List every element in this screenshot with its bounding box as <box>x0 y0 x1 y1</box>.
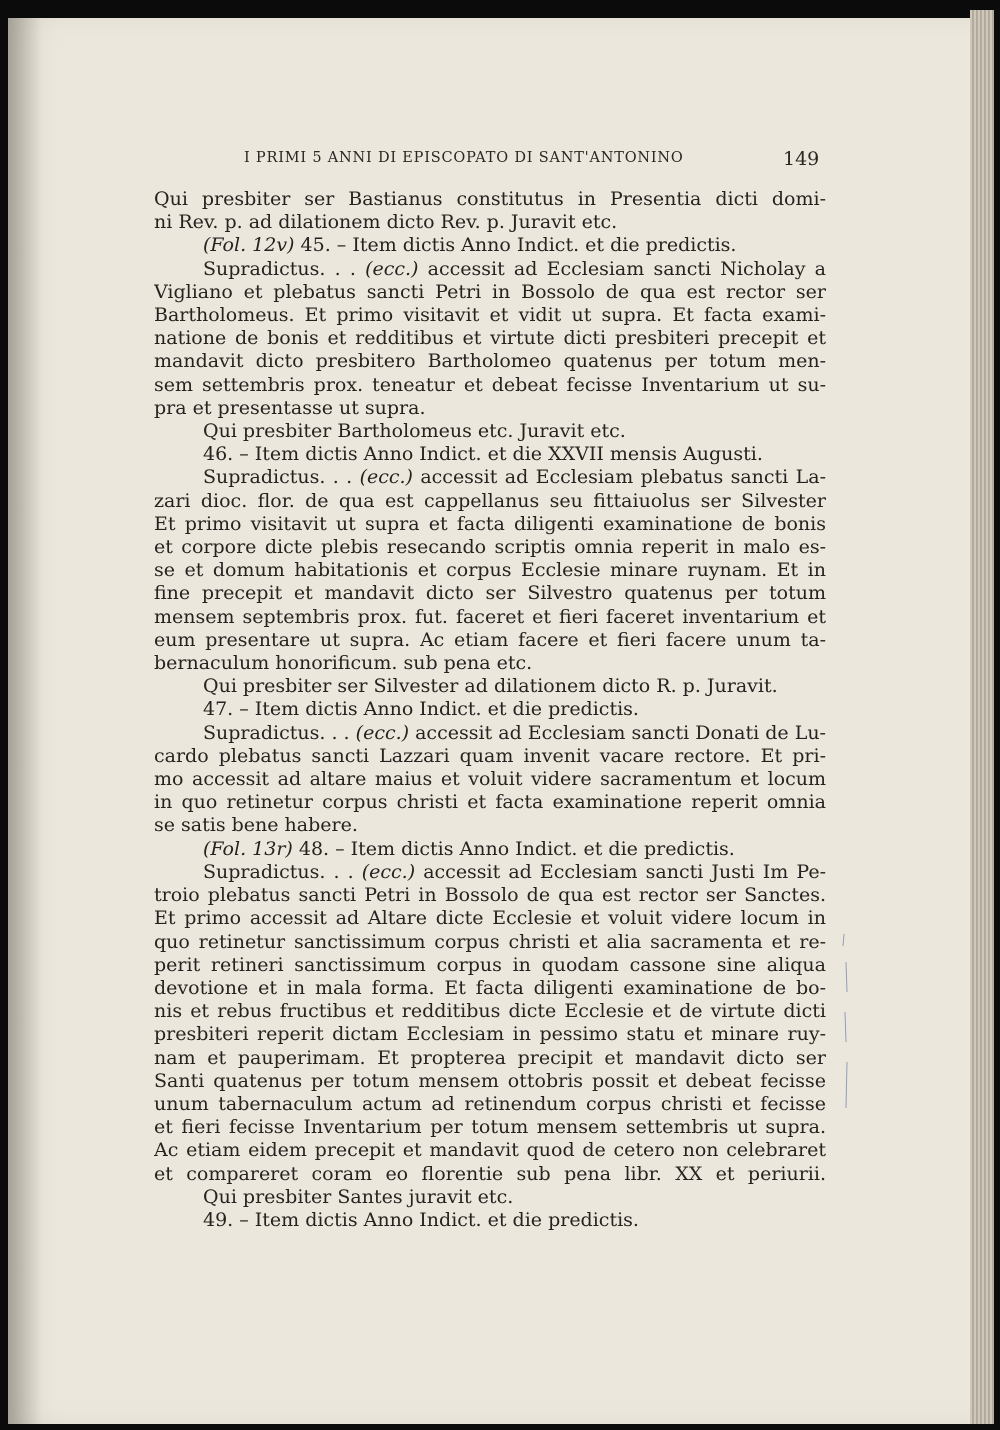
ellipsis: . . . <box>319 860 362 883</box>
text-line: Qui presbiter Bartholomeus etc. Juravit etc. <box>203 420 626 443</box>
text-line: sem settembris prox. teneatur et debeat fecisse Inventarium ut su- <box>154 373 826 396</box>
text-line: se et domum habitationis et corpus Ecclesie minare ruynam. Et in <box>154 559 826 582</box>
text-line: nis et rebus fructibus et redditibus dicte Ecclesie et de virtute dicti <box>154 1000 826 1023</box>
text-line: Supradictus. . . (ecc.) accessit ad Ecclesiam plebatus sancti La- <box>203 466 826 489</box>
text-line: mo accessit ad altare maius et voluit videre sacramentum et locum <box>154 768 826 791</box>
ecc-marker: (ecc.) <box>365 257 428 280</box>
folio-ref: (Fol. 12v) <box>203 234 295 257</box>
page-number: 149 <box>783 148 820 170</box>
running-head: I PRIMI 5 ANNI DI EPISCOPATO DI SANT'ANTONINO <box>244 150 684 166</box>
text-line: Ac etiam eidem precepit et mandavit quod de cetero non celebraret <box>154 1139 826 1162</box>
text-line: quo retinetur sanctissimum corpus christi et alia sacramenta et re- <box>154 930 826 953</box>
pencil-margin-mark <box>838 932 852 1112</box>
text-line: Qui presbiter ser Bastianus constitutus in Presentia dicti domi- <box>154 188 826 210</box>
text-line: bernaculum honorificum. sub pena etc. <box>154 652 533 675</box>
text-line: Santi quatenus per totum mensem ottobris possit et debeat fecisse <box>154 1069 826 1092</box>
text-line: cardo plebatus sancti Lazzari quam invenit vacare rectore. Et pri- <box>154 744 826 767</box>
text-line: 49. – Item dictis Anno Indict. et die predictis. <box>203 1208 639 1231</box>
text-line: Bartholomeus. Et primo visitavit et vidit ut supra. Et facta exami- <box>154 304 826 327</box>
ellipsis: . . . <box>319 466 360 489</box>
text-line: (Fol. 13r) 48. – Item dictis Anno Indict. et die predictis. <box>203 837 735 860</box>
text-line: pra et presentasse ut supra. <box>154 396 426 419</box>
book-gutter-shadow <box>8 18 42 1424</box>
text-line: Supradictus. . . (ecc.) accessit ad Ecclesiam sancti Justi Im Pe- <box>203 860 826 883</box>
text-line: ni Rev. p. ad dilationem dicto Rev. p. Juravit etc. <box>154 211 618 234</box>
text-line: Supradictus. . . (ecc.) accessit ad Ecclesiam sancti Nicholay a <box>203 257 826 280</box>
text-line: mensem septembris prox. fut. faceret et fieri faceret inventarium et <box>154 605 826 628</box>
ellipsis: . . . <box>319 257 366 280</box>
folio-ref: (Fol. 13r) <box>203 837 293 860</box>
text-line: Vigliano et plebatus sancti Petri in Bossolo de qua est rector ser <box>154 280 826 303</box>
text-line: et fieri fecisse Inventarium per totum mensem settembris ut supra. <box>154 1116 826 1139</box>
supradictus-word: Supradictus <box>203 257 320 280</box>
ecc-marker: (ecc.) <box>355 721 416 744</box>
text-line: fine precepit et mandavit dicto ser Silvestro quatenus per totum <box>154 582 826 605</box>
text-line: (Fol. 12v) 45. – Item dictis Anno Indict. et die predictis. <box>203 234 737 257</box>
ecc-marker: (ecc.) <box>361 860 424 883</box>
text-line: perit retineri sanctissimum corpus in quodam cassone sine aliqua <box>154 953 826 976</box>
text-line: eum presentare ut supra. Ac etiam facere et fieri facere unum ta- <box>154 628 826 651</box>
text-line: 47. – Item dictis Anno Indict. et die predictis. <box>203 698 639 721</box>
text-line: troio plebatus sancti Petri in Bossolo de qua est rector ser Sanctes. <box>154 884 826 907</box>
text-line: et corpore dicte plebis resecando scriptis omnia reperit in malo es- <box>154 536 826 559</box>
text-line: nam et pauperimam. Et propterea precipit et mandavit dicto ser <box>154 1046 826 1069</box>
page-header <box>0 148 962 172</box>
text-line: presbiteri reperit dictam Ecclesiam in pessimo statu et minare ruy- <box>154 1023 826 1046</box>
text-line: Et primo visitavit ut supra et facta diligenti examinatione de bonis <box>154 512 826 535</box>
text-line: et compareret coram eo florentie sub pena libr. XX et periurii. <box>154 1162 826 1185</box>
text-line: Supradictus. . . (ecc.) accessit ad Ecclesiam sancti Donati de Lu- <box>203 721 826 744</box>
text-line: devotione et in mala forma. Et facta diligenti examinatione de bo- <box>154 976 826 999</box>
text-line: Qui presbiter ser Silvester ad dilationem dicto R. p. Juravit. <box>203 675 778 698</box>
text-line: Qui presbiter Santes juravit etc. <box>203 1185 514 1208</box>
body-text <box>154 188 826 1232</box>
text-line: se satis bene habere. <box>154 814 358 837</box>
text-line: natione de bonis et redditibus et virtute dicti presbiteri precepit et <box>154 327 826 350</box>
ellipsis: . . . <box>319 721 356 744</box>
text-line: mandavit dicto presbitero Bartholomeo quatenus per totum men- <box>154 350 826 373</box>
text-line: in quo retinetur corpus christi et facta examinatione reperit omnia <box>154 791 826 814</box>
text-line: Et primo accessit ad Altare dicte Ecclesie et voluit videre locum in <box>154 907 826 930</box>
text-line: 46. – Item dictis Anno Indict. et die XXVII mensis Augusti. <box>203 443 763 466</box>
page-edges <box>970 10 994 1424</box>
text-line: zari dioc. flor. de qua est cappellanus seu fittaiuolus ser Silvester <box>154 489 826 512</box>
ecc-marker: (ecc.) <box>359 466 421 489</box>
text-line: unum tabernaculum actum ad retinendum corpus christi et fecisse <box>154 1092 826 1115</box>
